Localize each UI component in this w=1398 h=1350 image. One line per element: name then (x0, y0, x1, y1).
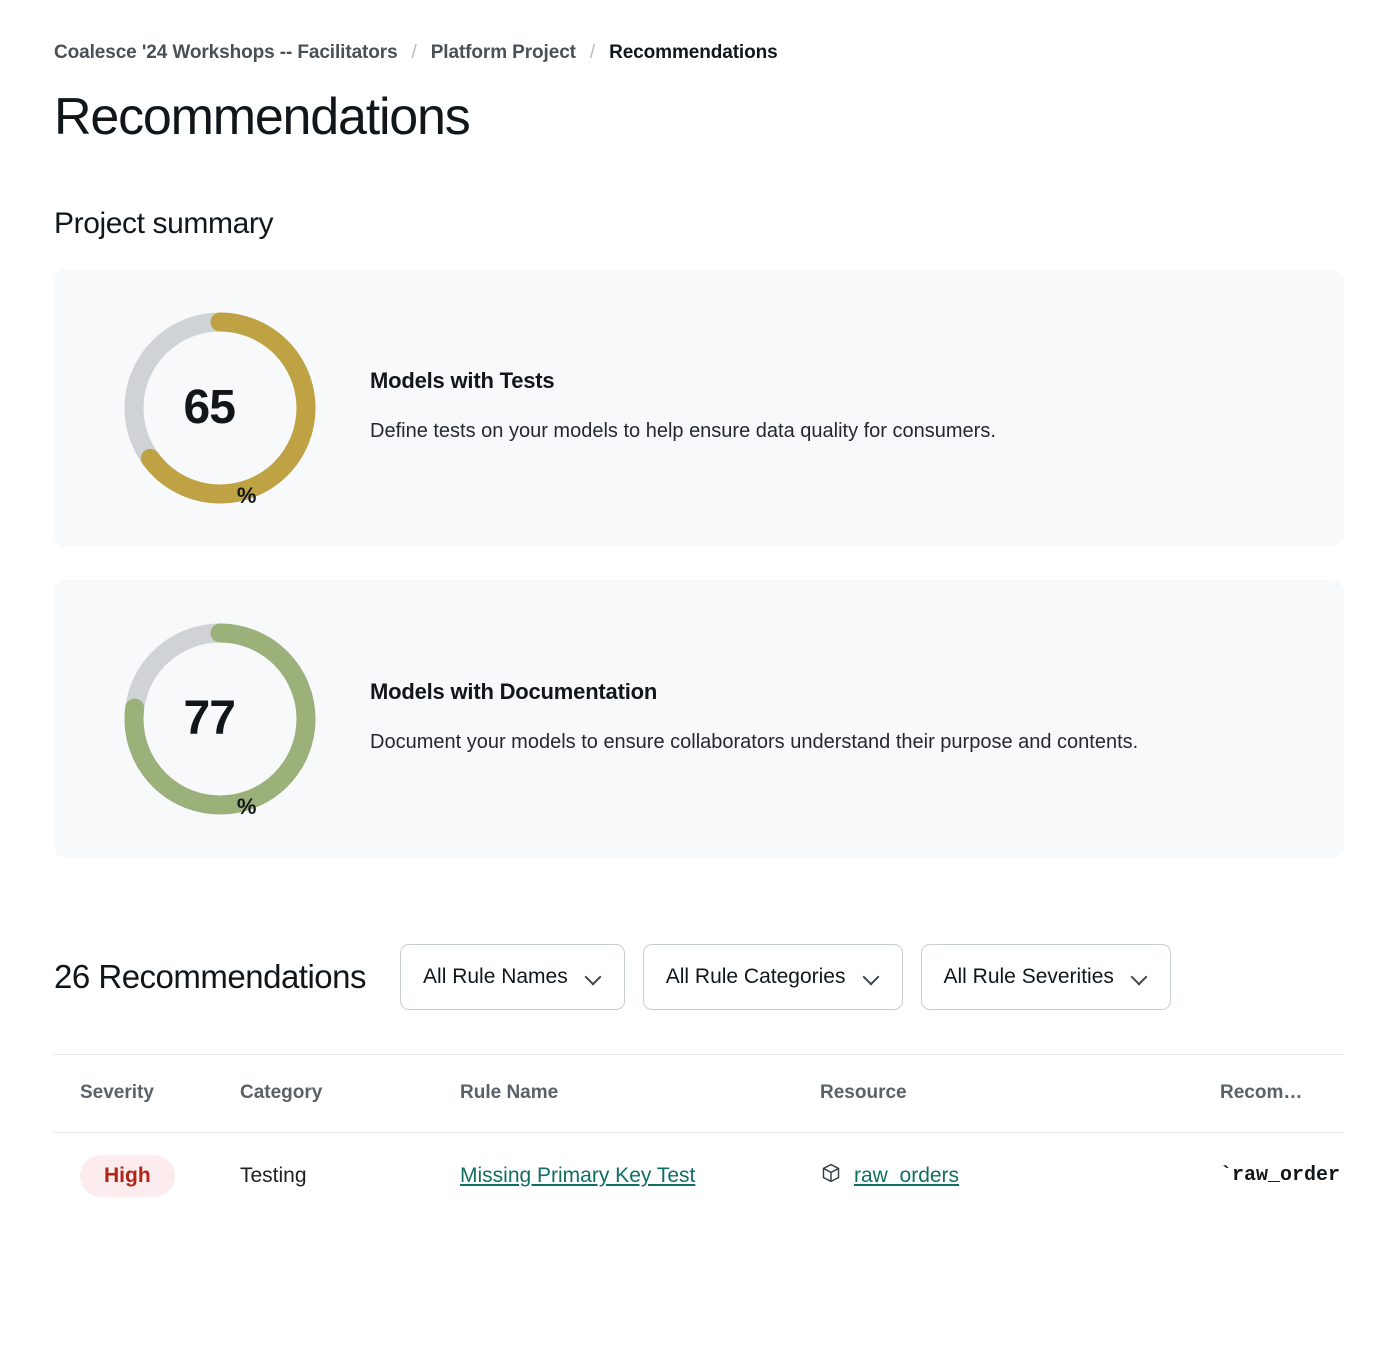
donut-center-tests (115, 303, 325, 513)
recommendations-count: 26 Recommendations (54, 957, 367, 995)
cell-category: Testing (240, 1163, 307, 1187)
donut-chart-docs (115, 614, 325, 824)
column-header-resource: Resource (820, 1082, 907, 1104)
filter-rule-names[interactable] (400, 944, 625, 1010)
cube-icon (820, 1162, 842, 1190)
column-header-recommendation: Recom… (1220, 1082, 1303, 1104)
filter-rule-categories-label: All Rule Categories (665, 964, 846, 988)
status-badge: High (80, 1155, 175, 1197)
breadcrumb-item-workspace[interactable]: Coalesce '24 Workshops -- Facilitators (54, 42, 398, 63)
breadcrumb-item-project[interactable]: Platform Project (430, 42, 576, 63)
chevron-down-icon (1132, 969, 1148, 985)
donut-value-docs: 77 (183, 691, 235, 745)
donut-chart-wrap-docs (94, 614, 346, 824)
donut-percent-symbol-tests: % (236, 482, 257, 508)
summary-card-title-docs: Models with Documentation (370, 679, 658, 705)
donut-chart-tests (115, 303, 325, 513)
summary-card-description-docs: Document your models to ensure collaborators understand their purpose and contents. (370, 731, 1139, 754)
summary-card-body-tests (346, 368, 1304, 447)
breadcrumb-item-current: Recommendations (609, 42, 778, 63)
summary-card-title-tests: Models with Tests (370, 368, 555, 394)
recommendations-list-header (54, 944, 1344, 1010)
summary-cards (54, 269, 1344, 858)
project-summary-heading: Project summary (54, 206, 274, 240)
donut-percent-symbol-docs: % (236, 793, 257, 819)
table-row[interactable] (54, 1133, 1344, 1219)
filter-rule-names-label: All Rule Names (423, 964, 568, 988)
chevron-down-icon (586, 969, 602, 985)
page-title: Recommendations (54, 88, 470, 146)
filter-rule-severities[interactable] (921, 944, 1171, 1010)
cell-rule-name (460, 1164, 820, 1188)
summary-card-body-docs (346, 679, 1304, 758)
cell-severity (54, 1155, 240, 1197)
filter-rule-severities-label: All Rule Severities (943, 964, 1114, 988)
table-header-row (54, 1055, 1344, 1133)
summary-card-models-with-tests (54, 269, 1344, 547)
breadcrumb-separator: / (589, 42, 596, 63)
breadcrumb-separator: / (411, 42, 417, 63)
donut-chart-wrap-tests (94, 303, 346, 513)
column-header-category: Category (240, 1082, 323, 1104)
filter-rule-categories[interactable] (643, 944, 903, 1010)
summary-card-description-tests: Define tests on your models to help ensure data quality for consumers. (370, 420, 996, 443)
cell-recommendation: `raw_order (1220, 1164, 1341, 1188)
column-header-severity: Severity (80, 1082, 154, 1104)
cell-resource (820, 1162, 1220, 1190)
column-header-rule-name: Rule Name (460, 1082, 559, 1104)
rule-name-link[interactable]: Missing Primary Key Test (460, 1163, 696, 1187)
breadcrumb (0, 0, 1398, 64)
donut-value-tests: 65 (183, 380, 235, 434)
recommendations-table (54, 1054, 1344, 1219)
donut-center-docs (115, 614, 325, 824)
summary-card-models-with-documentation (54, 580, 1344, 858)
chevron-down-icon (864, 969, 880, 985)
resource-link[interactable]: raw_orders (854, 1163, 960, 1187)
